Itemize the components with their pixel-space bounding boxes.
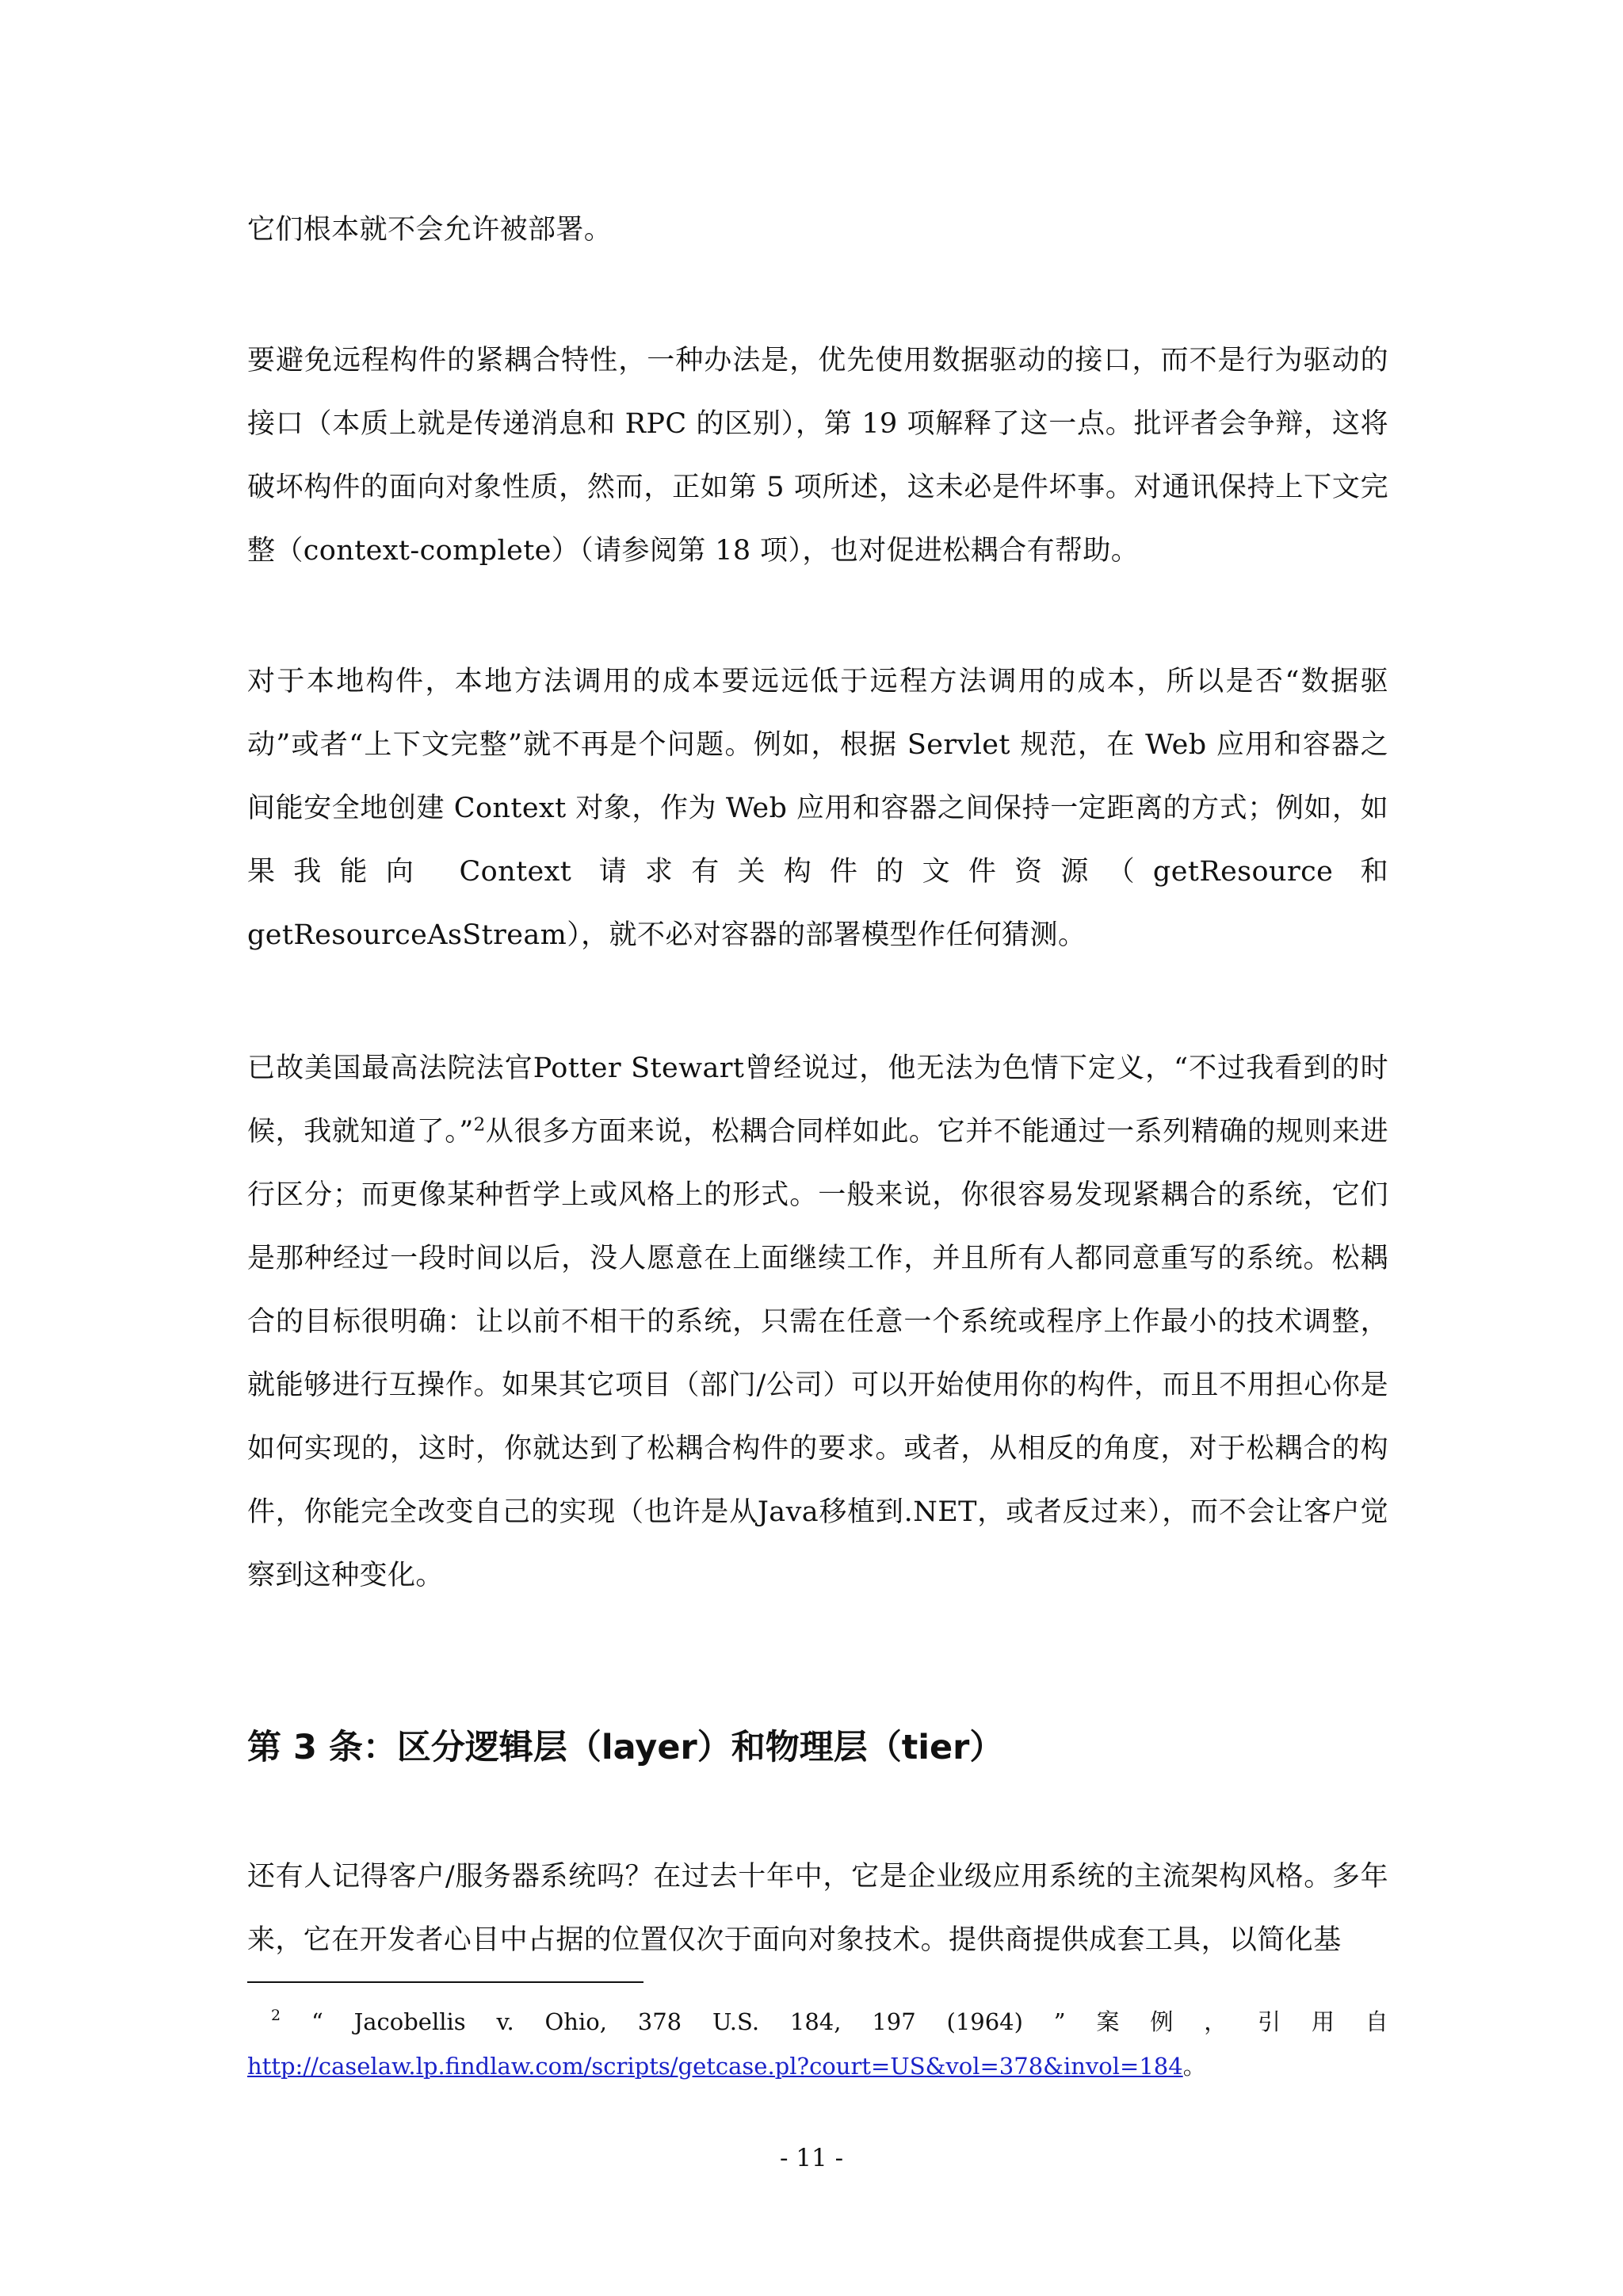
footnote-line-2 — [247, 2046, 1388, 2087]
footnote-end: 。 — [1182, 2053, 1206, 2080]
footnote-token: 例 — [1150, 2008, 1174, 2035]
footnote-token: v. — [496, 2008, 514, 2035]
paragraph-3: 对于本地构件，本地方法调用的成本要远远低于远程方法调用的成本，所以是否“数据驱动”或者“上下文完整”就不再是个问题。例如，根据 Servlet 规范，在 Web 应用和容器之间能安全地创建 Context 对象，作为 Web 应用和容器之间保持一定距离的方式；例如，如果我能向 Context 请求有关构件的文件资源（getResource 和 getResourceAsStream），就不必对容器的部署模型作任何猜测。 — [247, 666, 1388, 951]
footnote-token: 184, — [789, 2008, 842, 2035]
paragraph-1: 它们根本就不会允许被部署。 — [247, 214, 613, 246]
paragraph-4-text-a: 已故美国最高法院法官Potter Stewart曾经说过，他无法为色情下定义，“不过我看到的时候，我就知道了。” — [247, 1052, 1388, 1148]
footnote-token: 自 — [1365, 2008, 1388, 2035]
footnote-token: U.S. — [712, 2008, 760, 2035]
footnote-number: 2 — [271, 2007, 281, 2024]
footnote-link[interactable]: http://caselaw.lp.findlaw.com/scripts/getcase.pl?court=US&vol=378&invol=184 — [247, 2053, 1183, 2080]
footnote-token: ， — [1204, 2008, 1228, 2035]
footnote-token: 用 — [1311, 2008, 1335, 2035]
paragraph-4-text-b: 从很多方面来说，松耦合同样如此。它并不能通过一系列精确的规则来进行区分；而更像某种哲学上或风格上的形式。一般来说，你很容易发现紧耦合的系统，它们是那种经过一段时间以后，没人愿意在上面继续工作，并且所有人都同意重写的系统。松耦合的目标很明确：让以前不相干的系统，只需在任意一个系统或程序上作最小的技术调整，就能够进行互操作。如果其它项目（部门/公司）可以开始使用你的构件，而且不用担心你是如何实现的，这时，你就达到了松耦合构件的要求。或者，从相反的角度，对于松耦合的构件，你能完全改变自己的实现（也许是从Java移植到.NET，或者反过来），而不会让客户觉察到这种变化。 — [247, 1116, 1388, 1591]
paragraph-4 — [247, 1037, 1388, 1607]
footnote-reference[interactable]: 2 — [473, 1114, 486, 1136]
footnote-divider — [247, 1981, 643, 1983]
footnote-token: 案 — [1096, 2008, 1120, 2035]
footnote-token: 197 — [872, 2008, 916, 2035]
page-number: - 11 - — [779, 2144, 844, 2172]
footnote-token: ” — [1053, 2008, 1066, 2035]
paragraph-2: 要避免远程构件的紧耦合特性，一种办法是，优先使用数据驱动的接口，而不是行为驱动的接口（本质上就是传递消息和 RPC 的区别），第 19 项解释了这一点。批评者会争辩，这将破坏构件的面向对象性质，然而，正如第 5 项所述，这未必是件坏事。对通讯保持上下文完整（context-complete）（请参阅第 18 项），也对促进松耦合有帮助。 — [247, 345, 1388, 567]
paragraph-5: 还有人记得客户/服务器系统吗？在过去十年中，它是企业级应用系统的主流架构风格。多年来，它在开发者心目中占据的位置仅次于面向对象技术。提供商提供成套工具，以简化基 — [247, 1861, 1388, 1956]
footnote — [247, 2001, 1388, 2087]
footnote-line-1 — [247, 2001, 1388, 2046]
section-heading: 第 3 条：区分逻辑层（layer）和物理层（tier） — [247, 1728, 1004, 1767]
footnote-token: (1964) — [946, 2008, 1023, 2035]
footnote-token: 378 — [637, 2008, 682, 2035]
footnote-token: “ — [311, 2008, 323, 2035]
footnote-token: 引 — [1258, 2008, 1281, 2035]
footnote-token: Ohio, — [544, 2008, 607, 2035]
footnote-token: Jacobellis — [353, 2008, 466, 2035]
